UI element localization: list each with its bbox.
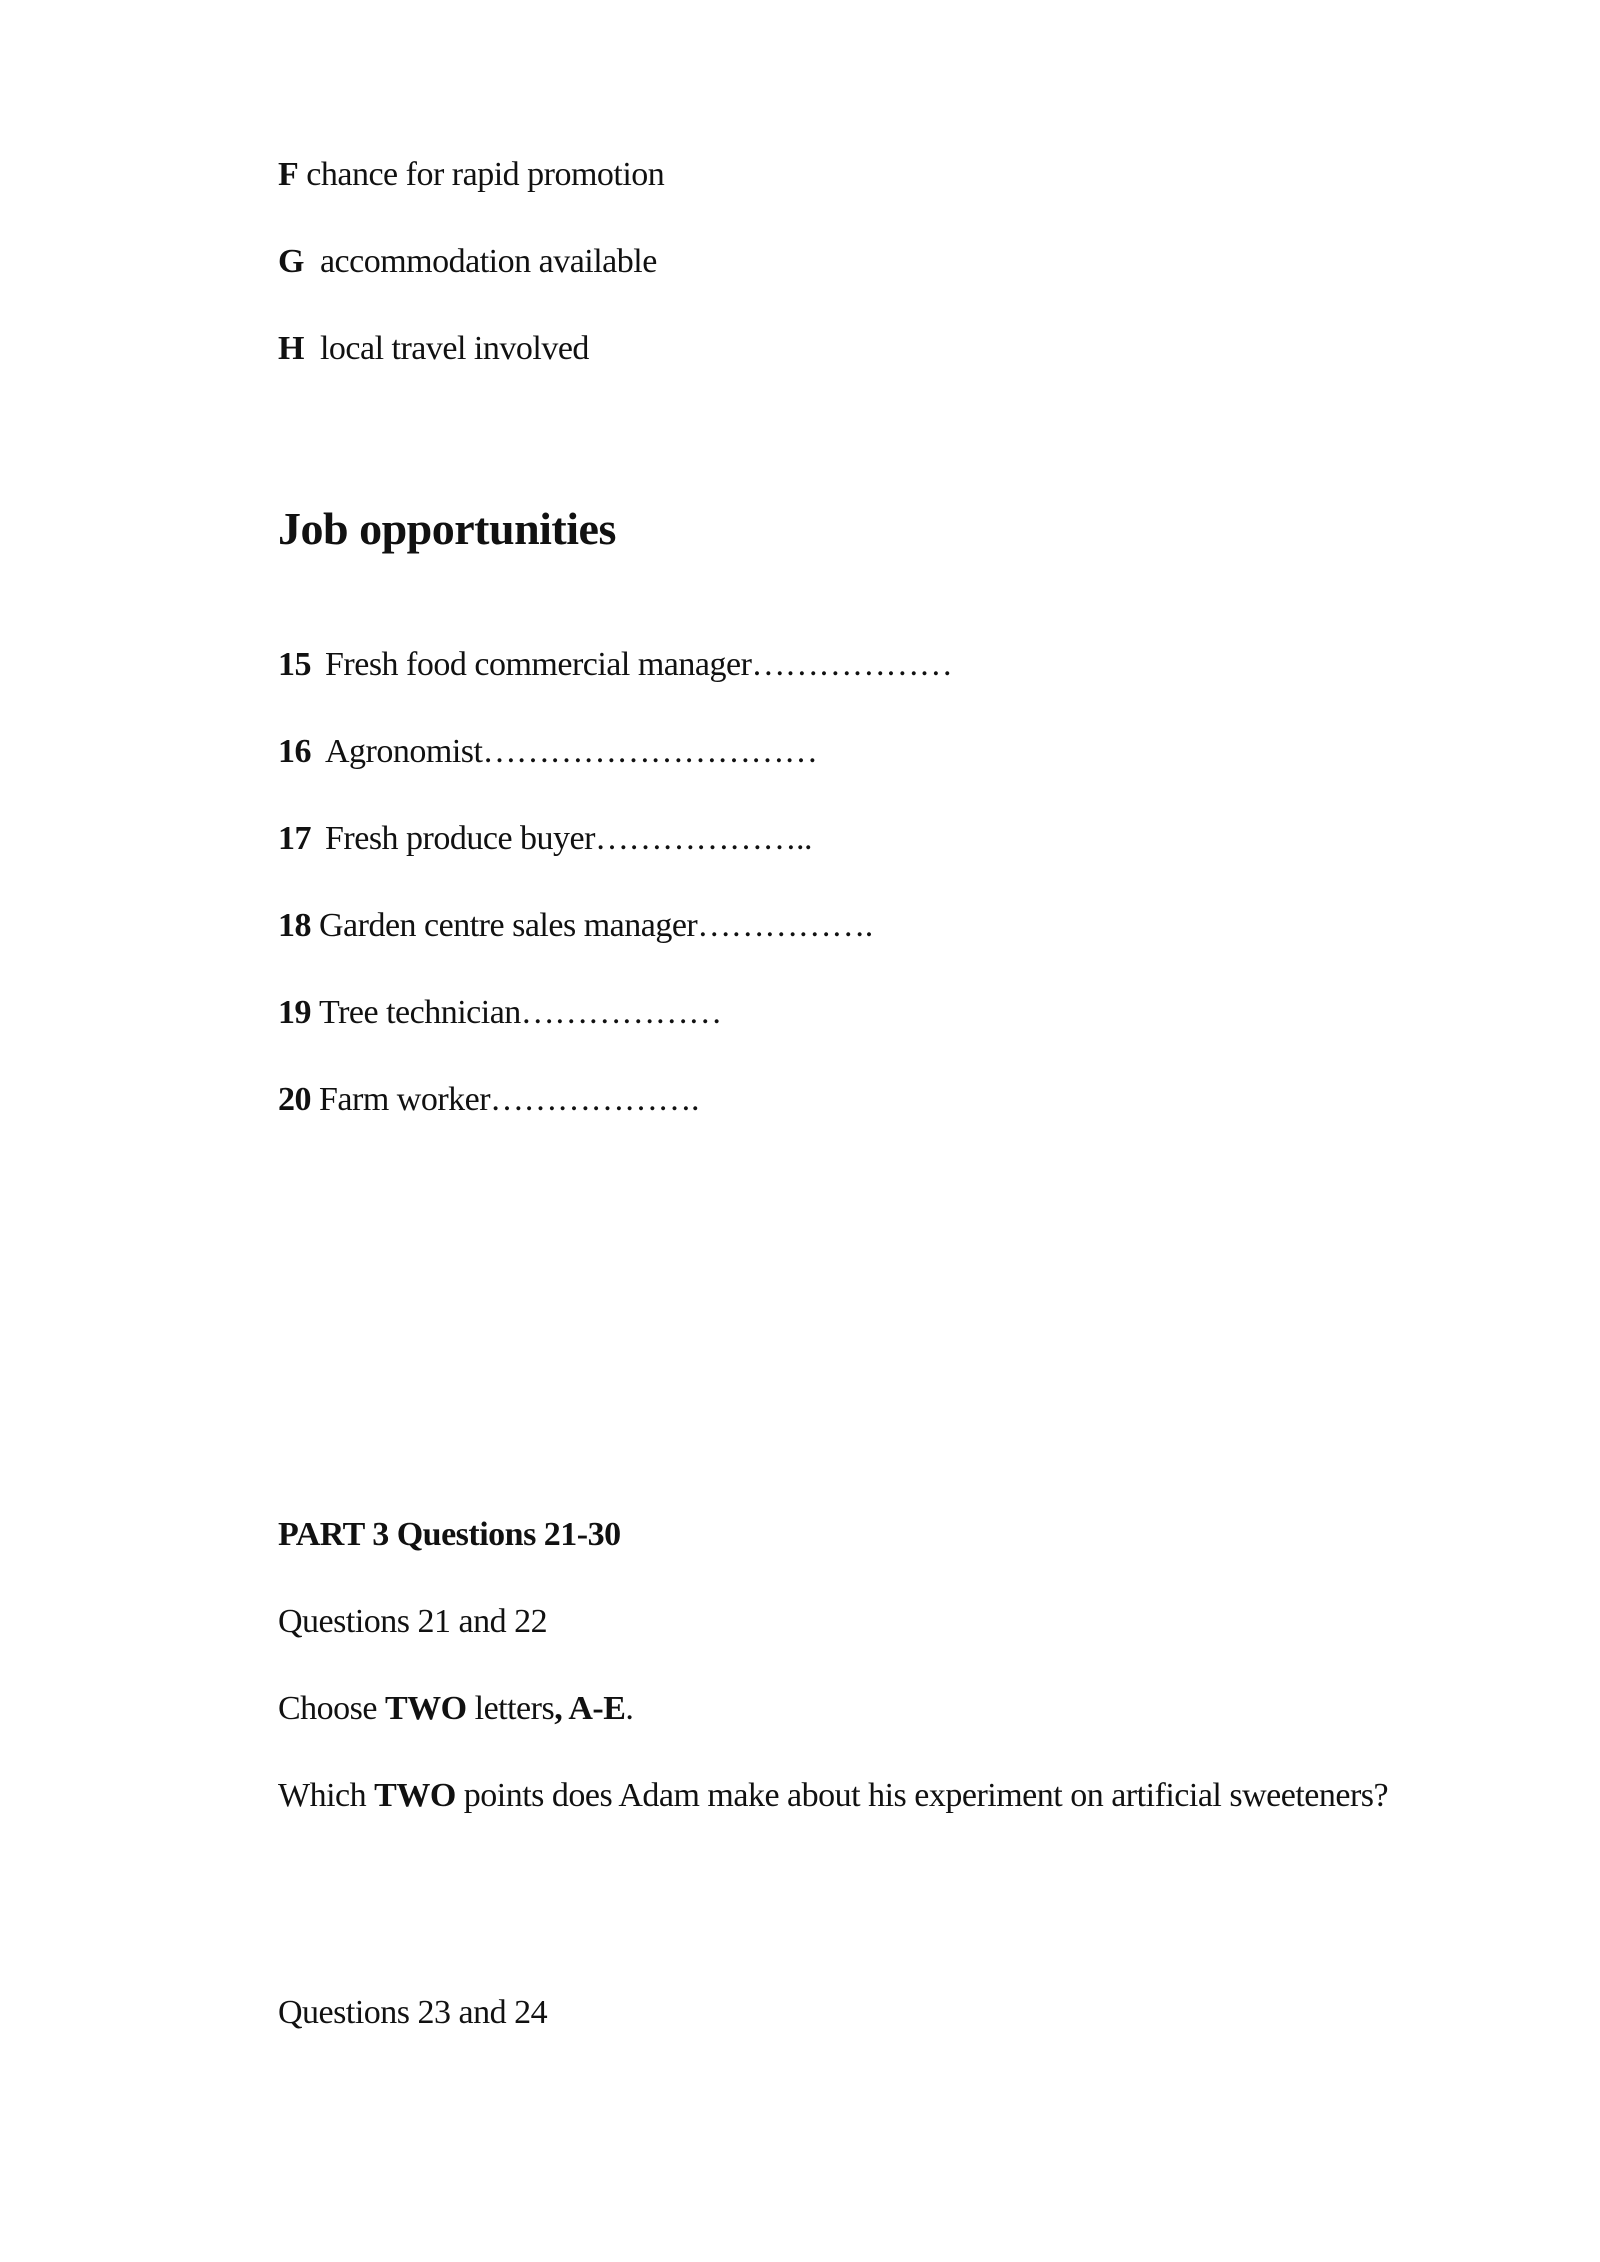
- part-title: PART 3 Questions 21-30: [278, 1516, 621, 1553]
- job-item: [278, 732, 817, 772]
- instruction-emphasis: TWO: [385, 1690, 467, 1727]
- item-text: Fresh food commercial manager………………: [325, 646, 953, 683]
- questions-label: Questions 21 and 22: [278, 1603, 548, 1640]
- item-number: 17: [278, 820, 311, 857]
- option-text: accommodation available: [319, 243, 657, 280]
- job-item: [278, 645, 952, 685]
- option-text: chance for rapid promotion: [306, 156, 665, 193]
- prompt-text: Which: [278, 1777, 375, 1814]
- item-number: 18: [278, 907, 311, 944]
- option-text: local travel involved: [319, 330, 589, 367]
- instruction-text: .: [625, 1690, 634, 1727]
- item-text: Garden centre sales manager…………….: [319, 907, 873, 944]
- item-number: 19: [278, 994, 311, 1031]
- section-heading: Job opportunities: [278, 503, 616, 554]
- option-letter: F: [278, 156, 299, 193]
- item-text: Agronomist…………………………: [325, 733, 818, 770]
- prompt-emphasis: TWO: [374, 1777, 456, 1814]
- prompt-text: points does Adam make about his experiment on artificial sweeteners?: [455, 1777, 1389, 1814]
- item-text: Tree technician………………: [319, 994, 722, 1031]
- job-item: [278, 906, 873, 946]
- option-letter: H: [278, 330, 304, 367]
- instruction-text: letters: [466, 1690, 555, 1727]
- option-letter: G: [278, 243, 304, 280]
- instruction-emphasis: , A-E: [554, 1690, 626, 1727]
- question-prompt: [278, 1776, 1388, 1816]
- job-item: [278, 993, 722, 1033]
- item-text: Fresh produce buyer………………..: [325, 820, 812, 857]
- instruction-text: Choose: [278, 1690, 385, 1727]
- option-f: [278, 155, 664, 195]
- questions-label: Questions 23 and 24: [278, 1994, 548, 2031]
- item-number: 15: [278, 646, 311, 683]
- item-number: 20: [278, 1081, 311, 1118]
- option-g: [278, 242, 657, 282]
- option-h: [278, 329, 589, 369]
- item-text: Farm worker……………….: [319, 1081, 700, 1118]
- job-item: [278, 819, 812, 859]
- item-number: 16: [278, 733, 311, 770]
- job-item: [278, 1080, 699, 1120]
- instruction-choose: [278, 1689, 633, 1729]
